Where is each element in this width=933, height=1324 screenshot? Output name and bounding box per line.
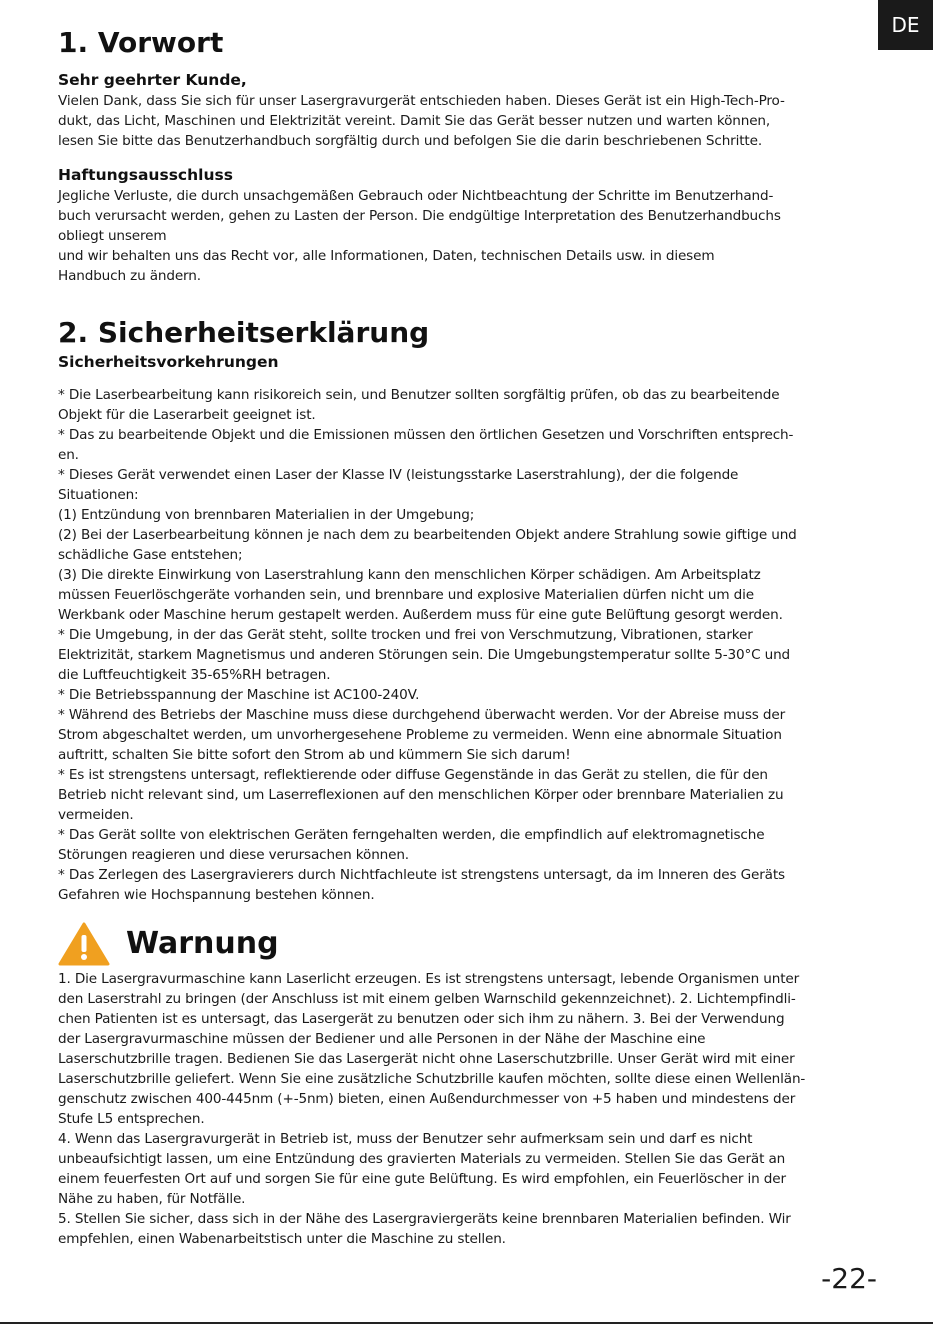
- text-line: obliegt unserem: [58, 228, 167, 244]
- text-line: (1) Entzündung von brennbaren Materialien in der Umgebung;: [58, 507, 475, 523]
- warning-paragraph: [58, 969, 880, 1249]
- text-line: en.: [58, 447, 79, 463]
- warning-heading: [58, 919, 880, 969]
- text-line: * Das Gerät sollte von elektrischen Geräten ferngehalten werden, die empfindlich auf elektromagnetische: [58, 827, 765, 843]
- warning-title: Warnung: [126, 926, 279, 961]
- section-2-title: 2. Sicherheitserklärung: [58, 316, 430, 349]
- text-line: einem feuerfesten Ort auf und sorgen Sie für eine gute Belüftung. Es wird empfohlen, ein Feuerlöscher in der: [58, 1171, 786, 1187]
- text-line: Werkbank oder Maschine herum gestapelt werden. Außerdem muss für eine gute Belüftung gesorgt werden.: [58, 607, 783, 623]
- page-content: [58, 24, 880, 1249]
- text-line: Betrieb nicht relevant sind, um Laserreflexionen auf den menschlichen Körper oder brennbare Materialien zu: [58, 787, 784, 803]
- intro-paragraph: [58, 91, 880, 151]
- text-line: Elektrizität, starkem Magnetismus und anderen Störungen sein. Die Umgebungstemperatur sollte 5-30°C und: [58, 647, 791, 663]
- text-line: Vielen Dank, dass Sie sich für unser Lasergravurgerät entschieden haben. Dieses Gerät ist ein High-Tech-Pro-: [58, 93, 785, 109]
- text-line: (2) Bei der Laserbearbeitung können je nach dem zu bearbeitenden Objekt andere Strahlung sowie giftige und: [58, 527, 797, 543]
- text-line: dukt, das Licht, Maschinen und Elektrizität vereint. Damit Sie das Gerät besser nutzen und warten können,: [58, 113, 771, 129]
- text-line: * Es ist strengstens untersagt, reflektierende oder diffuse Gegenstände in das Gerät zu stellen, die für den: [58, 767, 768, 783]
- text-line: müssen Feuerlöschgeräte vorhanden sein, und brennbare und explosive Materialien dürfen nicht um die: [58, 587, 754, 603]
- text-line: * Die Umgebung, in der das Gerät steht, sollte trocken und frei von Verschmutzung, Vibrationen, starker: [58, 627, 753, 643]
- text-line: (3) Die direkte Einwirkung von Laserstrahlung kann den menschlichen Körper schädigen. Am Arbeitsplatz: [58, 567, 761, 583]
- text-line: Strom abgeschaltet werden, um unvorhergesehene Probleme zu vermeiden. Wenn eine abnormale Situation: [58, 727, 782, 743]
- text-line: unbeaufsichtigt lassen, um eine Entzündung des gravierten Materials zu vermeiden. Stellen Sie das Gerät an: [58, 1151, 786, 1167]
- text-line: 5. Stellen Sie sicher, dass sich in der Nähe des Lasergraviergeräts keine brennbaren Materialien befinden. Wir: [58, 1211, 791, 1227]
- text-line: 4. Wenn das Lasergravurgerät in Betrieb ist, muss der Benutzer sehr aufmerksam sein und darf es nicht: [58, 1131, 753, 1147]
- text-line: Laserschutzbrille tragen. Bedienen Sie das Lasergerät nicht ohne Laserschutzbrille. Unser Gerät wird mit einer: [58, 1051, 795, 1067]
- text-line: Laserschutzbrille geliefert. Wenn Sie eine zusätzliche Schutzbrille kaufen möchten, sollte diese einen Wellenlän-: [58, 1071, 806, 1087]
- text-line: 1. Die Lasergravurmaschine kann Laserlicht erzeugen. Es ist strengstens untersagt, lebende Organismen unter: [58, 971, 800, 987]
- text-line: * Das zu bearbeitende Objekt und die Emissionen müssen den örtlichen Gesetzen und Vorschriften entsprech-: [58, 427, 794, 443]
- warning-triangle-icon: [58, 922, 110, 966]
- text-line: * Die Betriebsspannung der Maschine ist AC100-240V.: [58, 687, 420, 703]
- text-line: buch verursacht werden, gehen zu Lasten der Person. Die endgültige Interpretation des Benutzerhandbuchs: [58, 208, 781, 224]
- text-line: Nähe zu haben, für Notfälle.: [58, 1191, 246, 1207]
- text-line: schädliche Gase entstehen;: [58, 547, 243, 563]
- text-line: chen Patienten ist es untersagt, das Lasergerät zu benutzen oder sich ihm zu nähern. 3. Bei der Verwendung: [58, 1011, 785, 1027]
- text-line: empfehlen, einen Wabenarbeitstisch unter die Maschine zu stellen.: [58, 1231, 506, 1247]
- text-line: * Das Zerlegen des Lasergravierers durch Nichtfachleute ist strengstens untersagt, da im Inneren des Geräts: [58, 867, 785, 883]
- language-tab: DE: [878, 0, 933, 50]
- section-1-title: 1. Vorwort: [58, 26, 224, 59]
- safety-paragraph: [58, 385, 880, 905]
- text-line: Situationen:: [58, 487, 139, 503]
- text-line: lesen Sie bitte das Benutzerhandbuch sorgfältig durch und befolgen Sie die darin beschriebenen Schritte.: [58, 133, 762, 149]
- text-line: * Die Laserbearbeitung kann risikoreich sein, und Benutzer sollten sorgfältig prüfen, ob das zu bearbeitende: [58, 387, 780, 403]
- disclaimer-title: Haftungsausschluss: [58, 166, 233, 184]
- text-line: der Lasergravurmaschine müssen der Bediener und alle Personen in der Nähe der Maschine eine: [58, 1031, 706, 1047]
- text-line: und wir behalten uns das Recht vor, alle Informationen, Daten, technischen Details usw. in diesem: [58, 248, 715, 264]
- text-line: den Laserstrahl zu bringen (der Anschluss ist mit einem gelben Warnschild gekennzeichnet). 2. Lichtempfindli-: [58, 991, 796, 1007]
- page-number: -22-: [821, 1262, 877, 1295]
- text-line: * Dieses Gerät verwendet einen Laser der Klasse IV (leistungsstarke Laserstrahlung), der die folgende: [58, 467, 739, 483]
- greeting: Sehr geehrter Kunde,: [58, 71, 247, 89]
- text-line: Gefahren wie Hochspannung bestehen können.: [58, 887, 375, 903]
- text-line: die Luftfeuchtigkeit 35-65%RH betragen.: [58, 667, 331, 683]
- text-line: Handbuch zu ändern.: [58, 268, 201, 284]
- text-line: genschutz zwischen 400-445nm (+-5nm) bieten, einen Außendurchmesser von +5 haben und mindestens der: [58, 1091, 796, 1107]
- safety-subtitle: Sicherheitsvorkehrungen: [58, 353, 279, 371]
- text-line: auftritt, schalten Sie bitte sofort den Strom ab und kümmern Sie sich darum!: [58, 747, 571, 763]
- text-line: * Während des Betriebs der Maschine muss diese durchgehend überwacht werden. Vor der Abreise muss der: [58, 707, 786, 723]
- text-line: Objekt für die Laserarbeit geeignet ist.: [58, 407, 316, 423]
- text-line: Jegliche Verluste, die durch unsachgemäßen Gebrauch oder Nichtbeachtung der Schritte im Benutzerhand-: [58, 188, 774, 204]
- disclaimer-paragraph: [58, 186, 880, 286]
- text-line: vermeiden.: [58, 807, 134, 823]
- text-line: Störungen reagieren und diese verursachen können.: [58, 847, 409, 863]
- text-line: Stufe L5 entsprechen.: [58, 1111, 205, 1127]
